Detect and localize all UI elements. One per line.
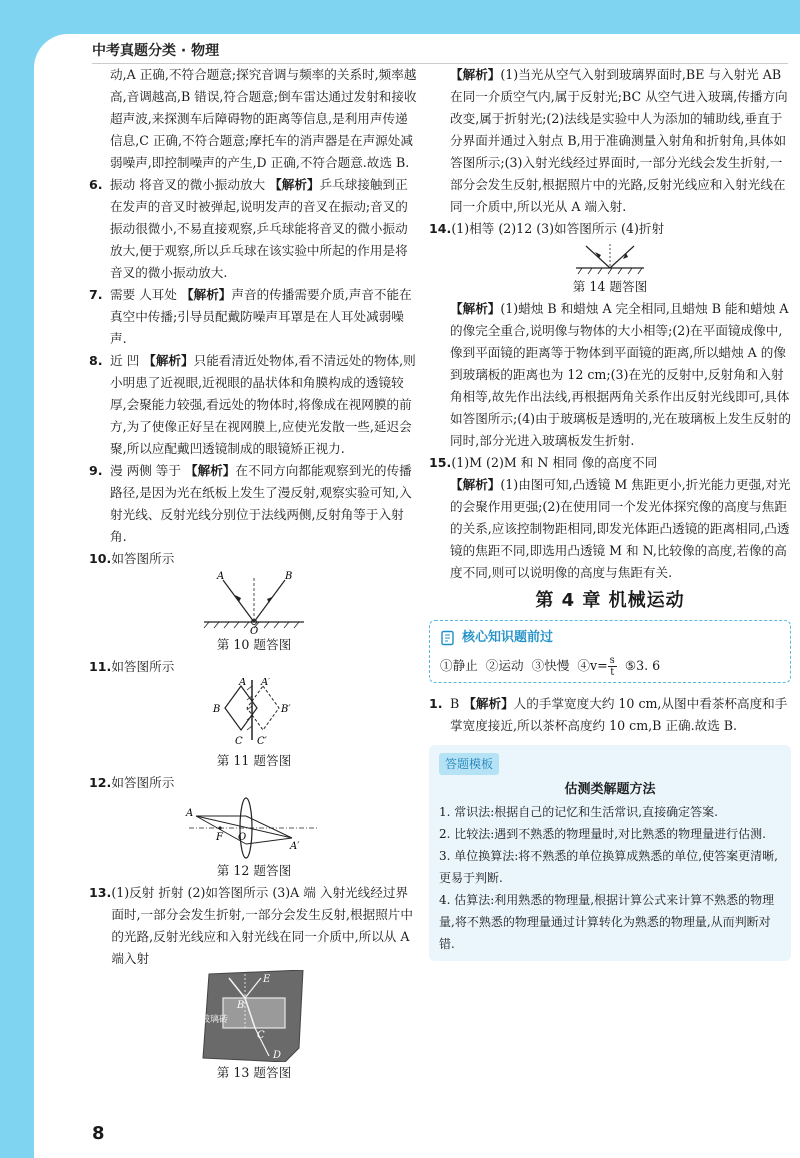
q9-number: 9. [89, 463, 103, 478]
q14-answer: (1)相等 (2)12 (3)如答图所示 (4)折射 [451, 221, 665, 236]
template-item-3: 3. 单位换算法:将不熟悉的单位换算成熟悉的单位,使答案更清晰,更易于判断. [439, 849, 778, 885]
q9-analysis: 在不同方向都能观察到光的传播路径,是因为光在纸板上发生了漫反射,观察实验可知,入射光线、反射光线分别位于法线两侧,反射角等于入射角. [110, 463, 412, 544]
core-answer-4: ④v= $\frac{s}{t}$ [577, 655, 615, 678]
question-12 [89, 772, 419, 794]
core-knowledge-answers [440, 655, 780, 678]
q14-analysis: (1)蜡烛 B 和蜡烛 A 完全相同,且蜡烛 B 能和蜡烛 A 的像完全重合,说明像与物体的大小相等;(2)在平面镜成像中,像到平面镜的距离等于物体到平面镜的距离,所以蜡烛 A 的像到玻璃板的距离也为 12 cm;(3)在光的反射中,反射角和入射角相等,故先作出法线,再根据两角关系作出反射光线即可,具体如答图所示;(4)由于玻璃板是透明的,光在玻璃板上发生反射的同时,部分光进入玻璃板发生折射. [450, 301, 791, 448]
question-11 [89, 656, 419, 678]
left-column [89, 64, 419, 1084]
figure-11-caption: 第 11 题答图 [216, 753, 292, 768]
fig11-label-a-prime: A′ [261, 678, 271, 688]
q13-analysis: (1)当光从空气入射到玻璃界面时,BE 与入射光 AB 在同一介质空气内,属于反射光;BC 从空气进入玻璃,传播方向改变,属于折射光;(2)法线是实验中人为添加的辅助线,垂直于分界面并通过入射点 B,用于准确测量入射角和折射角,具体如答图所示;(3)入射光线经过界面时,一部分光线会发生折射,一部分会发生反射,根据照片中的光路,反射光线应和入射光线在同一介质中,所以光从 A 端入射. [450, 67, 788, 214]
q12-answer: 如答图所示 [111, 775, 175, 790]
q15-analysis-tag: 【解析】 [450, 477, 501, 492]
figure-14-diagram [570, 240, 650, 276]
q8-number: 8. [89, 353, 103, 368]
q6-answer: 振动 将音叉的微小振动放大 [110, 177, 266, 192]
fig11-label-c: C [235, 736, 243, 747]
template-item-1: 1. 常识法:根据自己的记忆和生活常识,直接确定答案. [439, 805, 718, 819]
fig11-label-b-prime: B′ [281, 704, 291, 715]
q12-number: 12. [89, 775, 112, 790]
fig11-label-a: A [239, 678, 247, 688]
fig12-label-f: F [216, 832, 223, 843]
figure-10-caption: 第 10 题答图 [216, 637, 292, 652]
q15-analysis: (1)由图可知,凸透镜 M 焦距更小,折光能力更强,对光的会聚作用更强;(2)在使用同一个发光体探究像的高度与焦距的关系,应该控制物距相同,即发光体距凸透镜的距离相同,凸透镜的焦距不同,即选用凸透镜 M 和 N,比较像的高度,若像的高度不同,则可以说明像的高度与焦距有关. [450, 477, 791, 580]
q7-analysis: 声音的传播需要介质,声音不能在真空中传播;引导员配戴防噪声耳罩是在人耳处减弱噪声. [110, 287, 412, 346]
q11-number: 11. [89, 659, 112, 674]
question-14 [429, 218, 791, 240]
q8-analysis: 只能看清近处物体,看不清远处的物体,则小明患了近视眼,近视眼的晶状体和角膜构成的透镜较厚,会聚能力较强,看远处的物体时,将像成在视网膜的前方,为了使像正好呈在视网膜上,应使光发散一些,延迟会聚,所以应配戴凹透镜制成的眼镜矫正视力. [110, 353, 416, 456]
page-number: 8 [92, 1123, 105, 1144]
q14-analysis-tag: 【解析】 [450, 301, 501, 316]
q13-number: 13. [89, 885, 112, 900]
q13-analysis-tag: 【解析】 [450, 67, 501, 82]
figure-14 [429, 240, 791, 298]
q14-number: 14. [429, 221, 452, 236]
q10-number: 10. [89, 551, 112, 566]
fig12-label-a: A [186, 808, 194, 819]
q10-answer: 如答图所示 [111, 551, 175, 566]
q6-analysis-tag: 【解析】 [269, 177, 320, 192]
ch4-q1-analysis-tag: 【解析】 [463, 696, 514, 711]
core-answer-2: ②运动 [485, 658, 524, 673]
q7-number: 7. [89, 287, 103, 302]
q5-continuation: 动,A 正确,不符合题意;探究音调与频率的关系时,频率越高,音调越高,B 错误,符合题意;倒车雷达通过发射和接收超声波,来探测车后障碍物的距离等信息,是利用声传递信息,C 正确,不符合题意;摩托车的消声器是在声源处减弱噪声,即控制噪声的产生,D 正确,不符合题意.故选 B. [110, 67, 417, 170]
core-answer-3: ③快慢 [531, 658, 570, 673]
q14-analysis-block [429, 298, 791, 452]
q6-analysis: 乒乓球接触到正在发声的音叉时被弹起,说明发声的音叉在振动;音叉的振动很微小,不易直接观察,乒乓球能将音叉的微小振动放大,便于观察,所以乒乓球在该实验中所起的作用是将音叉的微小振动放大. [110, 177, 408, 280]
q13-analysis-block [429, 64, 791, 218]
right-column [429, 64, 791, 961]
figure-14-caption: 第 14 题答图 [572, 279, 648, 294]
fig11-label-b: B [213, 704, 221, 715]
fig13-label-d: D [273, 1050, 282, 1061]
q15-answer: (1)M (2)M 和 N 相同 像的高度不同 [451, 455, 658, 470]
q7-analysis-tag: 【解析】 [181, 287, 232, 302]
core-knowledge-title: 核心知识题前过 [462, 630, 554, 645]
answer-template-box [429, 745, 791, 961]
figure-11-diagram [209, 678, 299, 750]
ch4-q1-number: 1. [429, 696, 443, 711]
figure-11 [89, 678, 419, 772]
fig13-label-glass: 玻璃砖 [201, 1015, 229, 1025]
question-10 [89, 548, 419, 570]
ch4-q1-answer: B [450, 696, 460, 711]
q6-number: 6. [89, 177, 103, 192]
core-knowledge-box [429, 620, 791, 683]
q8-answer: 近 凹 [110, 353, 140, 368]
figure-12 [89, 794, 419, 882]
fig13-label-c: C [257, 1030, 265, 1041]
template-item-4: 4. 估算法:利用熟悉的物理量,根据计算公式来计算不熟悉的物理量,将不熟悉的物理量通过计算转化为熟悉的物理量,从而判断对错. [439, 893, 775, 951]
ch4-q1-analysis: 人的手掌宽度大约 10 cm,从图中看茶杯高度和手掌宽度接近,所以茶杯高度约 10 cm,B 正确.故选 B. [450, 696, 788, 733]
core-answer-1: ①静止 [440, 658, 478, 673]
figure-12-caption: 第 12 题答图 [216, 863, 292, 878]
core-answer-5: ⑤3. 6 [624, 658, 661, 673]
figure-13 [89, 970, 419, 1084]
q13-answer: (1)反射 折射 (2)如答图所示 (3)A 端 入射光线经过界面时,一部分会发生折射,一部分会发生反射,根据照片中的光路,反射光线应和入射光线在同一介质中,所以从 A 端入射 [111, 885, 413, 966]
question-7 [89, 284, 419, 350]
q15-number: 15. [429, 455, 452, 470]
question-9 [89, 460, 419, 548]
q9-analysis-tag: 【解析】 [185, 463, 236, 478]
core-knowledge-header [440, 627, 780, 649]
fig10-label-o: O [250, 626, 259, 634]
figure-12-diagram [184, 794, 324, 860]
figure-10 [89, 570, 419, 656]
answer-template-title: 估测类解题方法 [564, 782, 656, 797]
figure-13-photo [199, 970, 309, 1062]
question-8 [89, 350, 419, 460]
question-6 [89, 174, 419, 284]
q8-analysis-tag: 【解析】 [143, 353, 194, 368]
template-item-2: 2. 比较法:遇到不熟悉的物理量时,对比熟悉的物理量进行估测. [439, 827, 766, 841]
fig12-label-a-prime: A′ [290, 841, 300, 852]
fig10-label-b: B [285, 571, 293, 582]
question-15 [429, 452, 791, 474]
ch4-question-1 [429, 693, 791, 737]
fig11-label-c-prime: C′ [257, 736, 267, 747]
running-header: 中考真题分类 · 物理 [92, 43, 220, 59]
question-13 [89, 882, 419, 970]
page [34, 34, 800, 1158]
fig13-label-e: E [263, 974, 271, 985]
answer-template-badge: 答题模板 [439, 753, 499, 775]
figure-10-diagram [199, 570, 309, 634]
fig12-label-o: O [238, 832, 247, 843]
q11-answer: 如答图所示 [111, 659, 175, 674]
fig13-label-b: B [237, 1000, 245, 1011]
fig10-label-a: A [217, 571, 225, 582]
q7-answer: 需要 人耳处 [110, 287, 177, 302]
q9-answer: 漫 两侧 等于 [110, 463, 181, 478]
q15-analysis-block [429, 474, 791, 584]
notebook-icon [440, 630, 456, 646]
figure-13-caption: 第 13 题答图 [216, 1065, 292, 1080]
chapter-title: 第 4 章 机械运动 [535, 590, 685, 611]
